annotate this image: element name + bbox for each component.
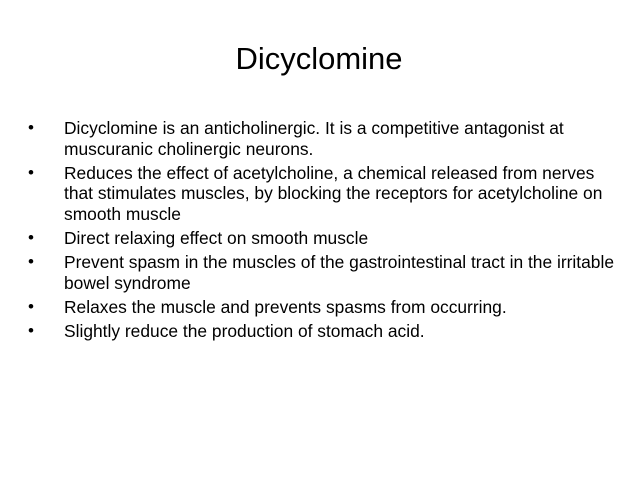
bullet-icon: • [28, 162, 34, 182]
bullet-icon: • [28, 118, 34, 137]
bullet-item [28, 163, 618, 225]
bullet-text: Reduces the effect of acetylcholine, a chemical released from nerves that stimulates muscles, by blocking the receptors for acetylcholine on smooth muscle [64, 162, 603, 224]
bullet-text: Dicyclomine is an anticholinergic. It is a competitive antagonist at muscuranic cholinergic neurons. [64, 118, 564, 159]
bullet-text: Relaxes the muscle and prevents spasms from occurring. [64, 297, 507, 318]
bullet-item [28, 252, 618, 293]
bullet-item [28, 321, 618, 342]
slide-title: Dicyclomine [235, 41, 403, 76]
bullet-item [28, 228, 618, 249]
bullet-icon: • [28, 321, 34, 341]
bullet-text: Prevent spasm in the muscles of the gastrointestinal tract in the irritable bowel syndrome [64, 252, 614, 293]
bullet-text: Direct relaxing effect on smooth muscle [64, 228, 369, 249]
bullet-text: Slightly reduce the production of stomach acid. [64, 321, 425, 342]
bullet-icon: • [28, 297, 34, 317]
bullet-item [28, 297, 618, 318]
bullet-icon: • [28, 228, 34, 248]
bullet-icon: • [28, 252, 34, 272]
bullet-list [28, 118, 618, 346]
bullet-item [28, 118, 618, 159]
